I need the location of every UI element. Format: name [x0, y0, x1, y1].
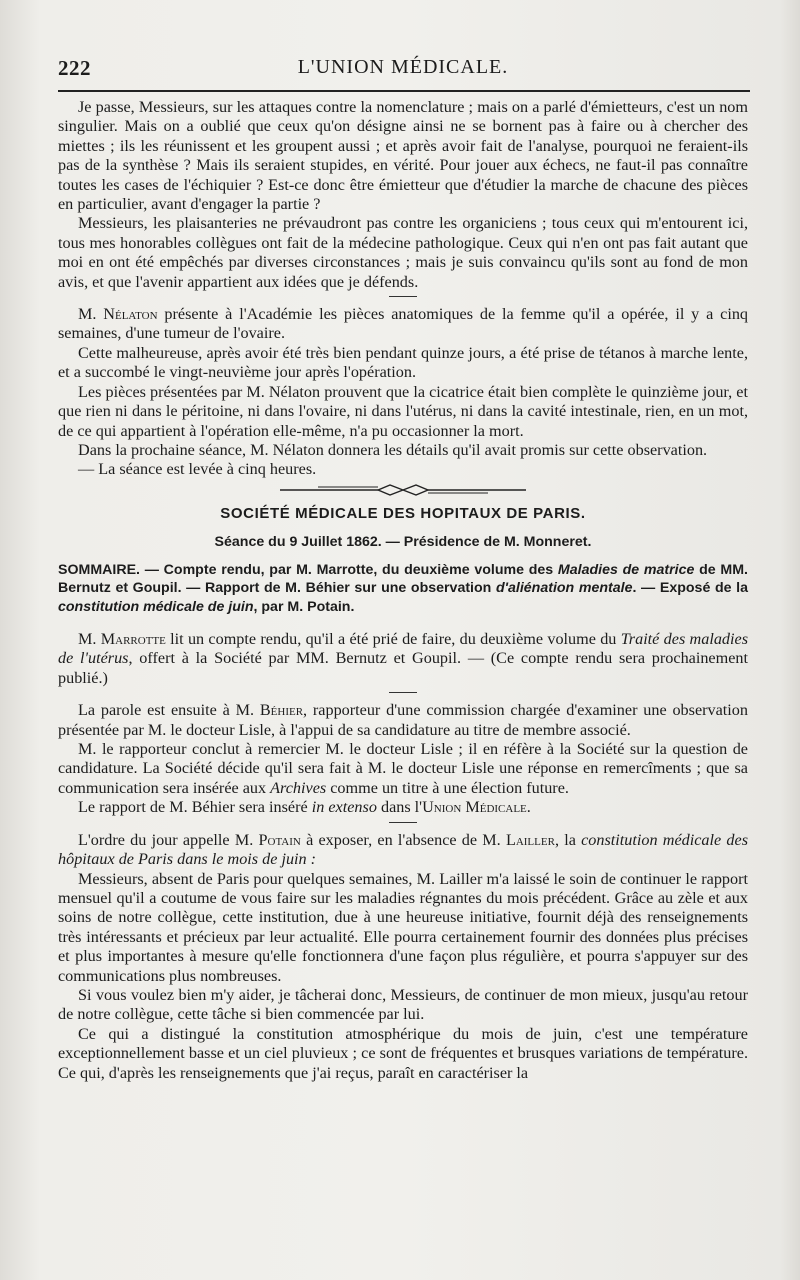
- paragraph-text: présente à l'Académie les pièces anatomiques de la femme qu'il a opérée, il y a cinq semaines, d'une tumeur de l'ovaire.: [58, 305, 749, 343]
- page-number: 222: [58, 56, 91, 80]
- paragraph: [58, 831, 748, 870]
- summary-text: . — Exposé de la: [632, 580, 748, 597]
- section-divider: [389, 296, 417, 297]
- paragraph-text: comme un titre à une élection future.: [326, 778, 569, 797]
- speaker-name: M. Béhier: [235, 701, 304, 720]
- summary-text: de MM. Bernutz et Goupil. — Rapport de M. Béhier sur une observation: [58, 561, 748, 597]
- paragraph: Messieurs, les plaisanteries ne prévaudront pas contre les organiciens ; tous ceux qui m'entourent ici, tous mes honorables collègues ont fait de la médecine pathologique. Ceux qui n'en ont pas fait autant que moi en ont été empêchés par diverses circonstances ; mais je suis convaincu qu'ils sont au fond de mon avis, et que l'avenir appartient aux idées que je défends.: [58, 214, 748, 291]
- paragraph: [58, 740, 748, 798]
- ornamental-divider: [278, 482, 528, 498]
- paragraph-text: La parole est ensuite à: [78, 701, 236, 720]
- journal-title: L'UNION MÉDICALE.: [297, 56, 509, 78]
- paragraph: Je passe, Messieurs, sur les attaques contre la nomenclature ; mais on a parlé d'émietteurs, c'est un nom singulier. Mais on a oublié que ceux qu'on désigne ainsi ne se bornent pas à faire ou à chercher des miettes ; ils les réunissent et les groupent aussi ; et après avoir fait de l'analyse, pourquoi ne feraient-ils pas de la synthèse ? Mais ils seraient stupides, en vérité. Pour jouer aux échecs, ne faut-il pas connaître toutes les cases de l'échiquier ? Est-ce donc être émietteur que d'étudier la marche de chacune des pièces en particulier, avant d'engager la partie ?: [58, 98, 748, 214]
- paragraph: Si vous voulez bien m'y aider, je tâcherai donc, Messieurs, de continuer de mon mieux, jusqu'au retour de notre collègue, cette tâche si bien commencée par lui.: [58, 985, 748, 1024]
- paragraph-text: L'ordre du jour appelle: [78, 830, 235, 849]
- summary-italic: Maladies de matrice: [557, 561, 695, 578]
- section-divider: [389, 692, 417, 693]
- page-body: [58, 98, 748, 1083]
- paragraph: Ce qui a distingué la constitution atmosphérique du mois de juin, c'est une température exceptionnellement basse et un ciel pluvieux ; ce sont de fréquentes et brusques variations de température. Ce qui, d'après les renseignements que j'ai reçus, paraît en caractériser la: [58, 1024, 748, 1082]
- italic-term: in extenso: [311, 798, 377, 817]
- paragraph-text: dans l': [376, 798, 423, 817]
- paragraph: — La séance est levée à cinq heures.: [78, 460, 317, 479]
- book-title: Traité des maladies de l'utérus: [58, 630, 748, 668]
- speaker-name: M. Marrotte: [78, 630, 166, 649]
- paragraph-text: .: [526, 798, 531, 817]
- paragraph: Dans la prochaine séance, M. Nélaton donnera les détails qu'il avait promis sur cette observation.: [78, 440, 708, 459]
- summary-label: SOMMAIRE.: [58, 561, 140, 578]
- section-title: SOCIÉTÉ MÉDICALE DES HOPITAUX DE PARIS.: [220, 504, 586, 522]
- italic-term: Archives: [270, 778, 327, 797]
- paragraph-text: , la: [554, 830, 582, 849]
- summary-block: [58, 561, 748, 617]
- summary-italic: constitution médicale de juin: [58, 598, 254, 615]
- paragraph-text: Le rapport de M. Béhier sera inséré: [78, 798, 312, 817]
- paragraph: [58, 701, 748, 740]
- paragraph: Les pièces présentées par M. Nélaton prouvent que la cicatrice était bien complète le quinzième jour, et que rien ni dans le péritoine, ni dans l'ovaire, ni dans l'utérus, ni dans la cavité intestinale, rien, en un mot, de ce qui appartient à l'opération elle-même, n'a pu occasionner la mort.: [58, 382, 748, 440]
- paragraph-text: lit un compte rendu, qu'il a été prié de faire, du deuxième volume du: [165, 630, 621, 649]
- paragraph: Messieurs, absent de Paris pour quelques semaines, M. Lailler m'a laissé le soin de continuer le rapport mensuel qu'il a coutume de vous faire sur les maladies régnantes du mois précédent. Grâce au zèle et aux soins de notre collègue, cette institution, due à une heureuse initiative, fournit déjà des renseignements très intéressants et précieux par leur actualité. Elle pourra certainement fournir des données plus précises et plus importantes à mesure qu'elle fonctionnera d'une façon plus régulière, et pourra s'appuyer sur des communications plus nombreuses.: [58, 869, 748, 985]
- header-rule: [58, 90, 750, 92]
- paragraph: [58, 630, 748, 688]
- speaker-name: M. Potain: [234, 830, 301, 849]
- spacer: [58, 616, 748, 630]
- session-line: Séance du 9 Juillet 1862. — Présidence de M. Monneret.: [214, 534, 592, 551]
- speaker-name: M. Nélaton: [78, 305, 158, 324]
- summary-italic: d'aliénation mentale: [495, 580, 633, 597]
- section-divider: [389, 822, 417, 823]
- speaker-name: M. Lailler: [482, 830, 555, 849]
- journal-name: Union Médicale: [422, 798, 527, 817]
- paragraph-text: à exposer, en l'absence de: [300, 830, 483, 849]
- page-header: [58, 56, 748, 90]
- paragraph-text: M. le rapporteur conclut à remercier M. le docteur Lisle ; il en réfère à la Société sur la question de candidature. La Société décide qu'il sera fait à M. le docteur Lisle une réponse en remercîments ; que sa communication sera insérée aux: [58, 740, 748, 797]
- paragraph: Cette malheureuse, après avoir été très bien pendant quinze jours, a été prise de tétanos à marche lente, et a succombé le vingt-neuvième jour après l'opération.: [58, 343, 748, 382]
- paragraph-text: , offert à la Société par MM. Bernutz et Goupil. — (Ce compte rendu sera prochainement publié.): [58, 649, 748, 687]
- italic-topic: constitution médicale des hôpitaux de Paris dans le mois de juin :: [58, 830, 748, 869]
- paragraph: [58, 798, 748, 817]
- paragraph: [58, 305, 748, 344]
- summary-text: — Compte rendu, par M. Marrotte, du deuxième volume des: [139, 561, 558, 578]
- paragraph-text: , rapporteur d'une commission chargée d'examiner une observation présentée par M. le docteur Lisle, à l'appui de sa candidature au titre de membre associé.: [58, 701, 748, 739]
- summary-text: , par M. Potain.: [253, 598, 355, 615]
